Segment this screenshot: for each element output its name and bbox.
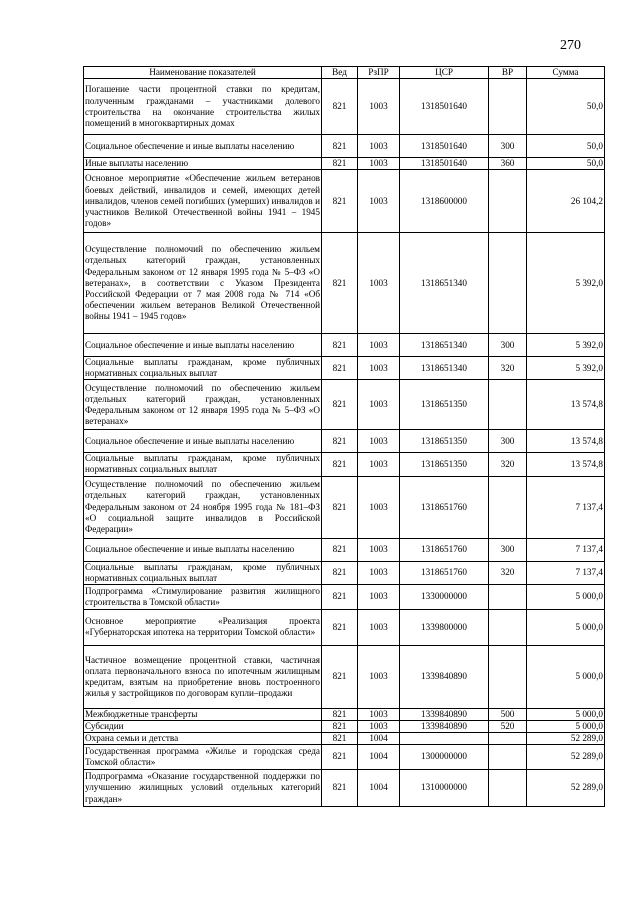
table-row — [84, 538, 605, 561]
row-sum-cell: 7 137,4 — [527, 476, 605, 538]
row-name-cell: Социальное обеспечение и иные выплаты населению — [84, 538, 322, 561]
row-ved-cell: 821 — [322, 609, 358, 645]
row-vr-cell: 320 — [489, 453, 527, 476]
row-rzpr-cell: 1004 — [358, 745, 400, 770]
header-rzpr: РзПР — [358, 67, 400, 79]
row-ved-cell: 821 — [322, 770, 358, 807]
row-ved-cell: 821 — [322, 645, 358, 708]
row-csr-cell: 1339840890 — [400, 645, 489, 708]
table-row — [84, 430, 605, 453]
header-sum: Сумма — [527, 67, 605, 79]
table-row — [84, 745, 605, 770]
row-csr-cell: 1318651760 — [400, 538, 489, 561]
row-rzpr-cell: 1004 — [358, 770, 400, 807]
row-sum-cell: 50,0 — [527, 158, 605, 170]
row-csr-cell: 1339840890 — [400, 720, 489, 732]
row-vr-cell: 300 — [489, 135, 527, 158]
row-sum-cell: 52 289,0 — [527, 770, 605, 807]
row-vr-cell — [489, 584, 527, 609]
row-ved-cell: 821 — [322, 561, 358, 584]
row-csr-cell: 1318651350 — [400, 430, 489, 453]
row-name-cell: Социальное обеспечение и иные выплаты населению — [84, 135, 322, 158]
row-vr-cell: 300 — [489, 334, 527, 357]
header-vr: ВР — [489, 67, 527, 79]
table-row — [84, 170, 605, 233]
row-vr-cell — [489, 79, 527, 135]
row-sum-cell: 52 289,0 — [527, 732, 605, 744]
row-name-cell: Межбюджетные трансферты — [84, 708, 322, 720]
row-ved-cell: 821 — [322, 380, 358, 430]
row-sum-cell: 5 000,0 — [527, 708, 605, 720]
row-vr-cell: 520 — [489, 720, 527, 732]
header-csr: ЦСР — [400, 67, 489, 79]
row-ved-cell: 821 — [322, 745, 358, 770]
row-csr-cell: 1318501640 — [400, 158, 489, 170]
row-rzpr-cell: 1003 — [358, 79, 400, 135]
row-sum-cell: 7 137,4 — [527, 561, 605, 584]
row-ved-cell: 821 — [322, 732, 358, 744]
row-vr-cell: 320 — [489, 357, 527, 380]
row-sum-cell: 13 574,8 — [527, 453, 605, 476]
row-vr-cell — [489, 732, 527, 744]
row-csr-cell: 1330000000 — [400, 584, 489, 609]
row-name-cell: Социальные выплаты гражданам, кроме публичных нормативных социальных выплат — [85, 357, 320, 379]
table-row — [84, 476, 605, 538]
table-row — [84, 708, 605, 720]
row-rzpr-cell: 1003 — [358, 233, 400, 334]
row-ved-cell: 821 — [322, 334, 358, 357]
row-vr-cell: 300 — [489, 430, 527, 453]
table-row — [84, 453, 605, 476]
row-vr-cell — [489, 476, 527, 538]
row-vr-cell: 300 — [489, 538, 527, 561]
row-name-cell: Социальное обеспечение и иные выплаты населению — [84, 334, 322, 357]
table-row — [84, 720, 605, 732]
row-sum-cell: 5 392,0 — [527, 357, 605, 380]
row-rzpr-cell: 1003 — [358, 476, 400, 538]
row-rzpr-cell: 1003 — [358, 538, 400, 561]
row-name-cell: Основное мероприятие «Реализация проекта «Губернаторская ипотека на территории Томской области» — [84, 609, 322, 645]
row-csr-cell: 1318651760 — [400, 476, 489, 538]
row-name-cell: Осуществление полномочий по обеспечению жильем отдельных категорий граждан, установленных Федеральным законом от 24 ноября 1995 года № 181–ФЗ «О социальной защите инвалидов в Российской Федерации» — [84, 476, 322, 538]
row-ved-cell: 821 — [322, 170, 358, 233]
row-csr-cell: 1339840890 — [400, 708, 489, 720]
row-rzpr-cell: 1003 — [358, 609, 400, 645]
row-vr-cell — [489, 645, 527, 708]
table-header-row — [84, 67, 605, 79]
row-csr-cell: 1318600000 — [400, 170, 489, 233]
row-ved-cell: 821 — [322, 430, 358, 453]
row-csr-cell: 1318651350 — [400, 380, 489, 430]
row-ved-cell: 821 — [322, 135, 358, 158]
row-csr-cell: 1318501640 — [400, 79, 489, 135]
table-row — [84, 770, 605, 807]
row-sum-cell: 5 000,0 — [527, 584, 605, 609]
table-row — [84, 380, 605, 430]
row-csr-cell: 1318651340 — [400, 233, 489, 334]
row-csr-cell: 1339800000 — [400, 609, 489, 645]
row-name-cell: Осуществление полномочий по обеспечению жильем отдельных категорий граждан, установленных Федеральным законом от 12 января 1995 года № 5–ФЗ «О ветеранах», в соответствии с Указом Президента Российской Федерации от 7 мая 2008 года № 714 «Об обеспечении жильем ветеранов Великой Отечественной войны 1941 – 1945 годов» — [84, 233, 322, 334]
row-csr-cell: 1300000000 — [400, 745, 489, 770]
row-csr-cell: 1318501640 — [400, 135, 489, 158]
row-rzpr-cell: 1003 — [358, 158, 400, 170]
header-name: Наименование показателей — [84, 67, 322, 79]
table-row — [84, 158, 605, 170]
table-row — [84, 609, 605, 645]
row-rzpr-cell: 1003 — [358, 170, 400, 233]
row-rzpr-cell: 1003 — [358, 135, 400, 158]
row-ved-cell: 821 — [322, 476, 358, 538]
row-vr-cell — [489, 609, 527, 645]
header-ved: Вед — [322, 67, 358, 79]
row-ved-cell: 821 — [322, 538, 358, 561]
row-sum-cell: 52 289,0 — [527, 745, 605, 770]
row-vr-cell — [489, 170, 527, 233]
row-csr-cell: 1318651350 — [400, 453, 489, 476]
row-sum-cell: 50,0 — [527, 79, 605, 135]
row-vr-cell — [489, 233, 527, 334]
row-csr-cell: 1310000000 — [400, 770, 489, 807]
row-name-cell: Иные выплаты населению — [84, 158, 322, 170]
row-sum-cell: 13 574,8 — [527, 380, 605, 430]
row-rzpr-cell: 1003 — [358, 334, 400, 357]
row-ved-cell: 821 — [322, 357, 358, 380]
row-rzpr-cell: 1004 — [358, 732, 400, 744]
row-vr-cell: 500 — [489, 708, 527, 720]
budget-table — [83, 66, 605, 807]
row-ved-cell: 821 — [322, 708, 358, 720]
row-sum-cell: 5 000,0 — [527, 720, 605, 732]
row-rzpr-cell: 1003 — [358, 645, 400, 708]
row-ved-cell: 821 — [322, 79, 358, 135]
row-ved-cell: 821 — [322, 233, 358, 334]
row-csr-cell: 1318651340 — [400, 357, 489, 380]
row-sum-cell: 5 000,0 — [527, 645, 605, 708]
row-rzpr-cell: 1003 — [358, 584, 400, 609]
row-name-cell: Основное мероприятие «Обеспечение жильем ветеранов боевых действий, инвалидов и семей, имеющих детей инвалидов, членов семей погибших (умерших) инвалидов и участников Великой Отечественной войны 1941 – 1945 годов» — [84, 170, 322, 233]
row-csr-cell: 1318651760 — [400, 561, 489, 584]
row-name-cell: Государственная программа «Жилье и городская среда Томской области» — [84, 745, 322, 770]
row-name-cell: Социальные выплаты гражданам, кроме публичных нормативных социальных выплат — [85, 453, 320, 475]
row-rzpr-cell: 1003 — [358, 561, 400, 584]
row-name-cell: Социальные выплаты гражданам, кроме публичных нормативных социальных выплат — [85, 561, 320, 583]
table-row — [84, 584, 605, 609]
row-rzpr-cell: 1003 — [358, 430, 400, 453]
row-name-cell: Частичное возмещение процентной ставки, частичная оплата первоначального взноса по ипотечным жилищным кредитам, взятым на приобретение вновь построенного жилья у застройщиков по договорам купли–продажи — [84, 645, 322, 708]
row-ved-cell: 821 — [322, 584, 358, 609]
row-vr-cell — [489, 745, 527, 770]
table-row — [84, 79, 605, 135]
table-row — [84, 334, 605, 357]
row-sum-cell: 26 104,2 — [527, 170, 605, 233]
row-name-cell: Субсидии — [84, 720, 322, 732]
row-name-cell: Социальное обеспечение и иные выплаты населению — [84, 430, 322, 453]
row-sum-cell: 5 000,0 — [527, 609, 605, 645]
row-rzpr-cell: 1003 — [358, 720, 400, 732]
row-vr-cell: 320 — [489, 561, 527, 584]
row-rzpr-cell: 1003 — [358, 708, 400, 720]
row-sum-cell: 5 392,0 — [527, 233, 605, 334]
row-ved-cell: 821 — [322, 158, 358, 170]
row-rzpr-cell: 1003 — [358, 453, 400, 476]
table-row — [84, 645, 605, 708]
row-ved-cell: 821 — [322, 453, 358, 476]
table-body — [84, 79, 605, 807]
row-rzpr-cell: 1003 — [358, 357, 400, 380]
table-row — [84, 233, 605, 334]
row-vr-cell — [489, 380, 527, 430]
table-row — [84, 357, 605, 380]
row-ved-cell: 821 — [322, 720, 358, 732]
row-vr-cell — [489, 770, 527, 807]
row-csr-cell: 1318651340 — [400, 334, 489, 357]
row-rzpr-cell: 1003 — [358, 380, 400, 430]
row-sum-cell: 7 137,4 — [527, 538, 605, 561]
row-name-cell: Охрана семьи и детства — [84, 732, 322, 744]
row-name-cell: Подпрограмма «Стимулирование развития жилищного строительства в Томской области» — [84, 584, 322, 609]
page-number: 270 — [560, 38, 581, 53]
row-csr-cell — [400, 732, 489, 744]
table-row — [84, 135, 605, 158]
row-name-cell: Погашение части процентной ставки по кредитам, полученным гражданами – участниками долевого строительства на окончание строительства жилых помещений в многоквартирных домах — [84, 79, 322, 135]
row-vr-cell: 360 — [489, 158, 527, 170]
row-sum-cell: 13 574,8 — [527, 430, 605, 453]
row-name-cell: Подпрограмма «Оказание государственной поддержки по улучшению жилищных условий отдельных категорий граждан» — [84, 770, 322, 807]
table-row — [84, 561, 605, 584]
row-name-cell: Осуществление полномочий по обеспечению жильем отдельных категорий граждан, установленных Федеральным законом от 12 января 1995 года № 5–ФЗ «О ветеранах» — [84, 380, 322, 430]
row-sum-cell: 50,0 — [527, 135, 605, 158]
row-sum-cell: 5 392,0 — [527, 334, 605, 357]
table-row — [84, 732, 605, 744]
